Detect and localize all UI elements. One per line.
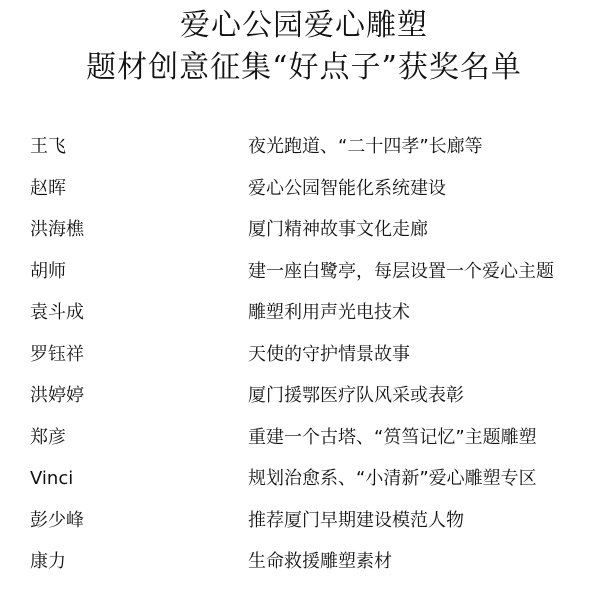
winner-name: 郑彦 [30,426,66,448]
list-item [0,426,608,468]
list-item [0,343,608,385]
winner-topic: 推荐厦门早期建设模范人物 [248,509,464,531]
list-item [0,467,608,509]
list-item [0,301,608,343]
winner-name: 胡师 [30,260,66,282]
winner-topic: 天使的守护情景故事 [248,343,410,365]
winner-topic: 厦门精神故事文化走廊 [248,219,428,240]
winner-name: 袁斗成 [30,302,84,323]
list-item [0,260,608,302]
winner-topic: 爱心公园智能化系统建设 [248,177,446,199]
list-item [0,218,608,260]
winner-topic: 建一座白鹭亭，每层设置一个爱心主题 [248,260,554,282]
winner-topic: 雕塑利用声光电技术 [248,302,410,323]
list-item [0,384,608,426]
winner-name: 赵晖 [30,177,66,199]
winner-topic: 夜光跑道、“二十四孝”长廊等 [248,136,483,157]
list-item [0,550,608,592]
winner-name: 康力 [30,551,66,572]
winner-topic: 规划治愈系、“小清新”爱心雕塑专区 [248,468,537,489]
list-item [0,135,608,177]
winner-name: 彭少峰 [30,509,84,531]
page-title: 爱心公园爱心雕塑 [180,8,428,43]
winner-topic: 重建一个古塔、“筼筜记忆”主题雕塑 [248,426,537,448]
winners-list [0,135,608,592]
list-item [0,509,608,551]
winner-name: 洪婷婷 [30,385,84,406]
winner-name: 洪海樵 [30,219,84,240]
winner-name: Vinci [30,468,74,489]
winner-topic: 生命救援雕塑素材 [248,551,392,572]
page-subtitle: 题材创意征集“好点子”获奖名单 [86,50,522,85]
winner-name: 罗钰祥 [30,343,84,365]
winner-name: 王飞 [30,136,66,157]
list-item [0,177,608,219]
winner-topic: 厦门援鄂医疗队风采或表彰 [248,385,464,406]
